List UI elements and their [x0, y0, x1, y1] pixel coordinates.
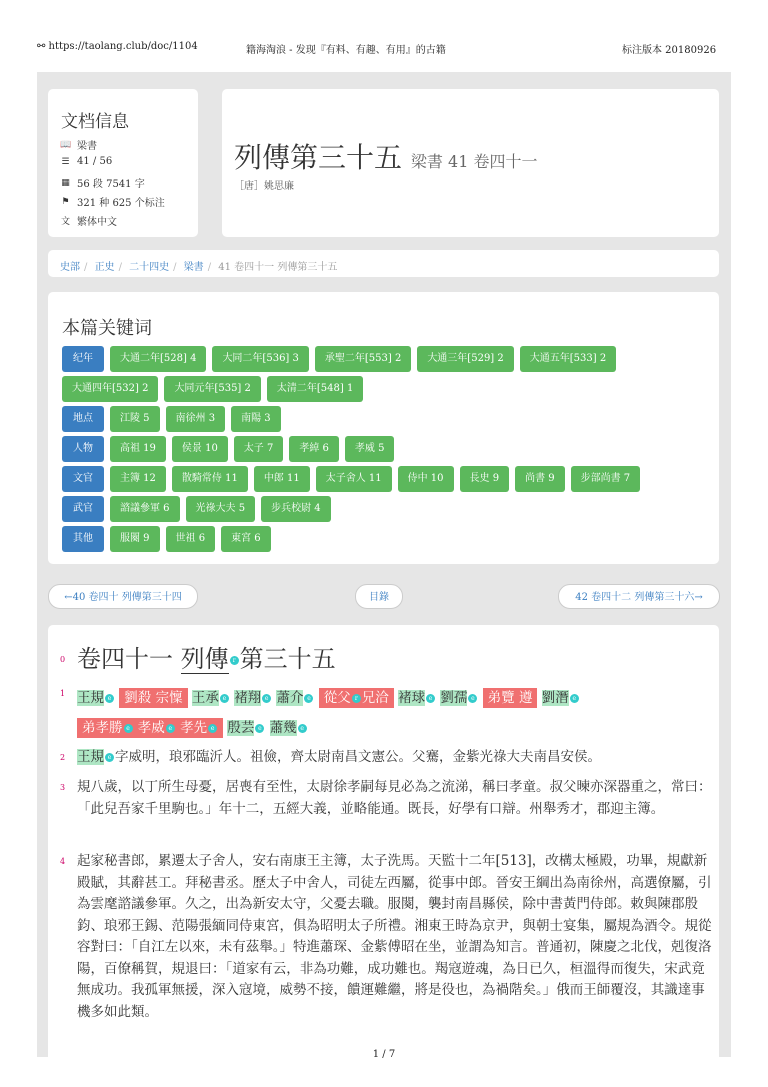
- chapter-heading: 卷四十一 列傳 r 第三十五: [77, 645, 336, 673]
- annotation-icon[interactable]: r: [230, 656, 239, 665]
- paragraph-number: 1: [60, 689, 66, 698]
- tags-icon: ⚑: [61, 196, 70, 207]
- paragraph-text: 規八歲，以丁所生母憂，居喪有至性，太尉徐孝嗣每見必為之流涕，稱曰孝童。叔父暕亦深器重之，常曰：「此兒吾家千里駒也。」年十二，五經大義，並略能通。既長，好學有口辯。州舉秀才，郡迎主簿。: [77, 779, 712, 817]
- keyword-tag[interactable]: 太子舍人 11: [316, 466, 392, 492]
- term-link[interactable]: 列傳: [180, 645, 229, 673]
- keyword-tag[interactable]: 侯景 10: [172, 436, 228, 462]
- annotation-icon[interactable]: e: [298, 724, 307, 733]
- keyword-tag[interactable]: 孝綽 6: [289, 436, 339, 462]
- person-name[interactable]: 王規: [77, 749, 104, 765]
- info-row-book: 📖 梁書: [60, 139, 97, 152]
- person-name[interactable]: 劉潛: [541, 690, 569, 706]
- paragraph-number: 2: [60, 753, 66, 762]
- prev-chapter-button[interactable]: ←40 卷四十 列傳第三十四: [48, 584, 198, 609]
- keyword-tag[interactable]: 步兵校尉 4: [261, 496, 331, 522]
- keyword-row-era-more: [62, 376, 363, 402]
- info-row-count: ▦ 56 段 7541 字: [61, 177, 145, 190]
- keyword-tag[interactable]: 承聖二年[553] 2: [315, 346, 411, 372]
- info-row-tags: ⚑ 321 种 625 个标注: [61, 196, 165, 209]
- annotation-icon[interactable]: e: [255, 724, 264, 733]
- annotation-icon[interactable]: e: [105, 694, 114, 703]
- keyword-category: 地点: [62, 406, 104, 432]
- breadcrumb-item[interactable]: 梁書: [183, 262, 204, 273]
- annotation-icon[interactable]: e: [262, 694, 271, 703]
- keyword-category: 纪年: [62, 346, 104, 372]
- keyword-category: 文官: [62, 466, 104, 492]
- author: ［唐］姚思廉: [234, 181, 294, 192]
- book-icon: 📖: [60, 139, 72, 150]
- person-name[interactable]: 弟孝勝 e 孝威 e 孝先 e: [77, 718, 223, 738]
- person-name[interactable]: 王規: [77, 690, 104, 706]
- keyword-tag[interactable]: 大通四年[532] 2: [62, 376, 158, 402]
- keyword-tag[interactable]: 孝威 5: [345, 436, 395, 462]
- keyword-tag[interactable]: 服闋 9: [110, 526, 160, 552]
- annotation-icon[interactable]: e: [468, 694, 477, 703]
- keyword-tag[interactable]: 世祖 6: [166, 526, 216, 552]
- keyword-row-place: [62, 406, 281, 432]
- paragraph-text: 王規 e 字威明，琅邪臨沂人。祖儉，齊太尉南昌文憲公。父騫，金紫光祿大夫南昌安侯。: [77, 749, 601, 765]
- keyword-category: 其他: [62, 526, 104, 552]
- breadcrumb-current: 41 卷四十一 列傳第三十五: [218, 262, 338, 273]
- person-name[interactable]: 從父 r 兄洽: [319, 688, 394, 708]
- annotation-icon[interactable]: e: [166, 724, 175, 733]
- paragraph-number: 0: [60, 655, 66, 664]
- keyword-category: 武官: [62, 496, 104, 522]
- next-chapter-button[interactable]: 42 卷四十二 列傳第三十六→: [558, 584, 720, 609]
- keyword-row-person: [62, 436, 394, 462]
- version-label: 标注版本 20180926: [622, 45, 717, 56]
- annotation-icon[interactable]: e: [304, 694, 313, 703]
- keyword-tag[interactable]: 大同二年[536] 3: [212, 346, 308, 372]
- page-title: 列傳第三十五 梁書 41 卷四十一: [234, 141, 538, 174]
- breadcrumb: 史部 / 正史 / 二十四史 / 梁書 / 41 卷四十一 列傳第三十五: [48, 250, 719, 277]
- paragraph-number: 3: [60, 783, 66, 792]
- person-name[interactable]: 殷芸: [227, 720, 255, 736]
- person-name[interactable]: 弟覽 遵: [483, 688, 538, 708]
- person-name[interactable]: 褚翔: [234, 690, 262, 706]
- annotation-icon[interactable]: e: [570, 694, 579, 703]
- keyword-row-civil: [62, 466, 640, 492]
- keyword-tag[interactable]: 大通二年[528] 4: [110, 346, 206, 372]
- page-frame: [37, 72, 731, 1057]
- annotation-icon[interactable]: e: [426, 694, 435, 703]
- person-name[interactable]: 劉孺: [440, 690, 468, 706]
- keywords-heading: 本篇关键词: [62, 318, 152, 339]
- keyword-category: 人物: [62, 436, 104, 462]
- keyword-tag[interactable]: 太清二年[548] 1: [267, 376, 363, 402]
- keyword-tag[interactable]: 大通五年[533] 2: [520, 346, 616, 372]
- page-subtitle: 梁書 41 卷四十一: [410, 152, 538, 171]
- title-card: [222, 89, 719, 237]
- keywords-card: [48, 292, 719, 564]
- people-list: [77, 683, 713, 743]
- site-title: 籍海淘浪 - 发现『有料、有趣、有用』的古籍: [246, 45, 446, 56]
- doc-info-card: [48, 89, 198, 237]
- annotation-icon[interactable]: r: [352, 694, 361, 703]
- page-url: ⚯ https://taolang.club/doc/1104: [37, 41, 198, 52]
- keyword-tag[interactable]: 南陽 3: [231, 406, 281, 432]
- language-icon: 文: [60, 217, 70, 227]
- index-button[interactable]: 目錄: [355, 584, 403, 609]
- keyword-row-military: [62, 496, 331, 522]
- keyword-tag[interactable]: 尚書 9: [515, 466, 565, 492]
- grid-icon: ▦: [61, 177, 70, 188]
- person-name[interactable]: 蕭幾: [269, 720, 297, 736]
- paragraph-text: 起家秘書郎，累遷太子舍人，安右南康王主簿，太子洗馬。天監十二年[513]，改構太極殿，功畢，規獻新殿賦，其辭甚工。拜秘書丞。歷太子中舍人，司徒左西屬，從事中郎。晉安王綱出為南徐州，高選僚屬，引為雲麾諮議參軍。久之，出為新安太守，父憂去職。服闋，襲封南昌縣侯，除中書黃門侍郎。敕與陳郡殷鈞、琅邪王錫、范陽張緬同侍東宮，俱為昭明太子所禮。湘東王時為京尹，與朝士宴集，屬規為酒令。規從容對曰：「自江左以來，未有茲舉。」特進蕭琛、金紫傅昭在坐，並謂為知言。普通初，陳慶之北伐，剋復洛陽，百僚稱賀，規退曰：「道家有云，非為功難，成功難也。羯寇遊魂，為日已久，桓溫得而復失，宋武竟無成功。我孤軍無援，深入寇境，威勢不接，饋運難繼，將是役也，為禍階矣。」俄而王師覆沒，其識達事機多如此類。: [77, 853, 712, 1020]
- person-name[interactable]: 蕭介: [276, 690, 304, 706]
- person-name[interactable]: 王承: [191, 690, 219, 706]
- info-row-language[interactable]: 文 繁体中文: [60, 213, 117, 228]
- paragraph-number: 4: [60, 857, 66, 866]
- breadcrumb-item[interactable]: 史部: [60, 262, 80, 273]
- keyword-tag[interactable]: 高祖 19: [110, 436, 166, 462]
- keyword-tag[interactable]: 太子 7: [234, 436, 284, 462]
- keyword-tag[interactable]: 東宮 6: [221, 526, 271, 552]
- annotation-icon[interactable]: e: [124, 724, 133, 733]
- keyword-row-other: [62, 526, 271, 552]
- breadcrumb-item[interactable]: 二十四史: [129, 262, 170, 273]
- keyword-tag[interactable]: 中郎 11: [254, 466, 310, 492]
- keyword-tag[interactable]: 大同元年[535] 2: [164, 376, 260, 402]
- keyword-row-era: [62, 346, 616, 372]
- keyword-tag[interactable]: 南徐州 3: [166, 406, 226, 432]
- keyword-tag[interactable]: 長史 9: [460, 466, 510, 492]
- person-name[interactable]: 劉殺 宗懍: [119, 688, 187, 708]
- keyword-tag[interactable]: 光祿大夫 5: [186, 496, 256, 522]
- keyword-tag[interactable]: 江陵 5: [110, 406, 160, 432]
- page-number: 1 / 7: [372, 1049, 396, 1060]
- keyword-tag[interactable]: 侍中 10: [398, 466, 454, 492]
- keyword-tag[interactable]: 散騎常侍 11: [172, 466, 248, 492]
- breadcrumb-item[interactable]: 正史: [94, 262, 115, 273]
- annotation-icon[interactable]: e: [105, 753, 114, 762]
- person-name[interactable]: 褚球: [398, 690, 426, 706]
- list-icon: ☰: [61, 156, 70, 167]
- keyword-tag[interactable]: 諮議參軍 6: [110, 496, 180, 522]
- annotation-icon[interactable]: e: [220, 694, 229, 703]
- keyword-tag[interactable]: 主簿 12: [110, 466, 166, 492]
- annotation-icon[interactable]: e: [208, 724, 217, 733]
- keyword-tag[interactable]: 大通三年[529] 2: [417, 346, 513, 372]
- text-card: [48, 625, 719, 1057]
- print-header: [0, 0, 768, 56]
- info-row-index: ☰ 41 / 56: [61, 156, 113, 167]
- doc-info-heading: 文档信息: [61, 112, 129, 132]
- keyword-tag[interactable]: 步部尚書 7: [571, 466, 641, 492]
